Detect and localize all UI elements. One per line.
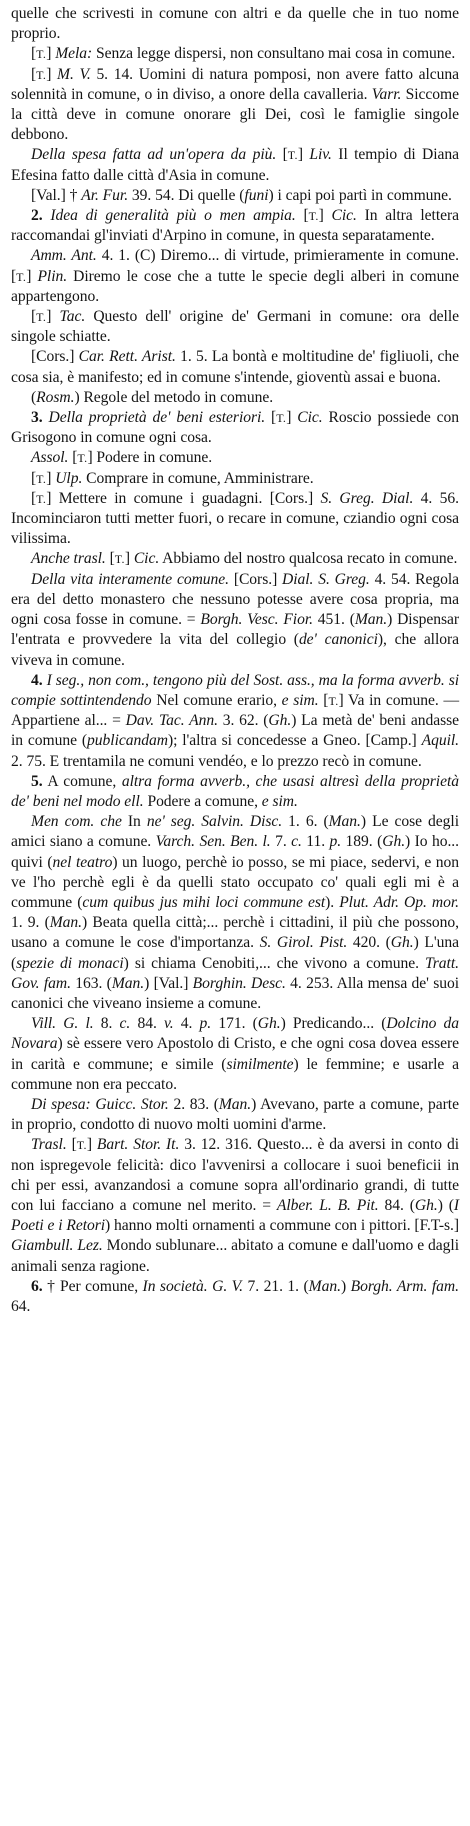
entry-paragraph — [11, 145, 459, 185]
entry-paragraph — [11, 408, 459, 448]
text-run: Questo dell' origine de' Germani in comune: ora delle singole schiatte. — [11, 308, 459, 346]
entry-paragraph — [11, 1095, 459, 1135]
italic-text: Bart. Stor. It. — [96, 1136, 180, 1154]
text-run: Il tempio di Diana Efesina fatto dalle città d'Asia in comune. — [11, 146, 460, 184]
text-run: 8. — [93, 1015, 120, 1033]
text-run: Nel comune erario, — [151, 691, 282, 709]
entry-paragraph — [11, 388, 459, 408]
entry-paragraph — [11, 1135, 459, 1276]
italic-text: c. — [291, 833, 302, 851]
italic-text: nel teatro — [52, 853, 113, 871]
text-run: ) un luogo, perchè io posso, se mi piace, sedervi, e non ve l'ho perchè egli è da quelli stato occupato co' quali egli mi è a commune ( — [11, 853, 459, 911]
text-run: 4. 253. Alla mensa de' suoi canonici che viveano insieme a comune. — [11, 974, 460, 1012]
italic-text: Tratt. Gov. fam. — [11, 954, 459, 992]
text-run: ) Dispensar l'entrata e provvedere la vita del collegio ( — [11, 611, 460, 649]
italic-text: Ulp. — [55, 469, 83, 487]
text-run: Mondo sublunare... abitato a comune e dall'uomo e dagli animali senza ragione. — [11, 1237, 459, 1275]
italic-text: Idea di generalità più o men ampia. — [50, 207, 296, 225]
text-run: 84. — [130, 1015, 164, 1033]
text-run: 163. ( — [70, 974, 112, 992]
italic-text: Di spesa: — [31, 1095, 91, 1113]
text-run: ] Va in comune. — Appartiene al... = — [11, 691, 459, 730]
italic-text: Men com. che — [31, 813, 122, 831]
text-run: ] Podere in comune. — [87, 449, 213, 467]
italic-text: funi — [244, 186, 269, 204]
source-abbrev: T. — [16, 269, 27, 284]
text-run: ( — [31, 388, 37, 406]
text-run: [ — [31, 45, 37, 63]
source-abbrev: T. — [328, 693, 339, 708]
italic-text: Della proprietà de' beni esteriori. — [48, 409, 266, 427]
text-run: ) i capi poi partì in commune. — [268, 186, 452, 204]
text-run: 7. 21. 1. ( — [242, 1277, 309, 1295]
text-run: 171. ( — [211, 1015, 258, 1033]
entry-paragraph — [11, 489, 459, 550]
italic-text: c. — [119, 1015, 131, 1033]
entry-paragraph — [11, 65, 459, 146]
italic-text: Gh. — [414, 1196, 438, 1214]
italic-text: Vill. G. l. — [31, 1015, 94, 1033]
section-number: 2. — [31, 207, 43, 225]
text-run: ) sè essere vero Apostolo di Cristo, e che ogni cosa dovea essere in carità e commune; e simile ( — [11, 1035, 459, 1073]
text-run: [ — [31, 469, 37, 487]
italic-text: Man. — [49, 914, 83, 932]
text-run: A comune, — [42, 772, 122, 790]
entry-paragraph — [11, 469, 459, 489]
text-run: ); l'altra si concedesse a Gneo. [Camp.] — [167, 732, 422, 750]
text-run: 4. — [173, 1015, 200, 1033]
entry-paragraph — [11, 1014, 459, 1095]
italic-text: Trasl. — [31, 1136, 67, 1154]
italic-text: Rosm. — [36, 388, 75, 406]
text-run: 64. — [11, 1298, 31, 1315]
entry-paragraph — [11, 44, 459, 64]
text-run: ] — [297, 146, 310, 164]
italic-text: Dav. Tac. Ann. — [125, 712, 218, 730]
text-run: ] — [26, 267, 38, 285]
text-run: ] — [318, 207, 332, 225]
italic-text: Dial. S. Greg. — [282, 570, 370, 588]
italic-text: Tac. — [59, 308, 86, 326]
text-run: Comprare in comune, Amministrare. — [82, 469, 314, 487]
text-run: 39. 54. Di quelle ( — [128, 186, 245, 204]
text-run: 1. 6. ( — [282, 813, 329, 831]
text-run: ) si chiama Cenobiti,... che vivono a comune. — [123, 954, 426, 972]
text-run: 84. ( — [378, 1196, 415, 1214]
text-run: ) Beata quella città;... perchè i cittadini, il più che possono, usano a comune le cose d'importanza. — [11, 914, 460, 952]
text-run: Diremo le cose che a tutte le specie degli alberi in comune appartengono. — [11, 267, 459, 305]
italic-text: v. — [164, 1015, 174, 1033]
text-run: ) Regole del metodo in comune. — [74, 388, 274, 406]
italic-text: Cic. — [331, 207, 357, 225]
italic-text: ne' seg. Salvin. Disc. — [146, 813, 283, 831]
italic-text: p. — [199, 1015, 212, 1033]
italic-text: Anche trasl. — [31, 550, 106, 568]
text-run: In altra lettera raccomandai gl'inviati d'Arpino in comune, in questa separatamente. — [11, 207, 459, 245]
text-run: Senza legge dispersi, non consultano mai cosa in comune. — [92, 45, 456, 63]
text-run: ] — [86, 1136, 97, 1154]
entry-paragraph — [11, 772, 459, 812]
italic-text: Della vita interamente comune. — [31, 570, 229, 588]
italic-text: Man. — [328, 813, 361, 831]
italic-text: Gh. — [382, 833, 406, 851]
italic-text: altra forma avverb., che usasi altresì della proprietà de' beni nel modo ell. — [11, 772, 459, 810]
entry-paragraph — [11, 671, 459, 772]
text-run: Abbiamo del nostro qualcosa recato in comune. — [159, 550, 458, 568]
text-run: [ — [68, 449, 78, 467]
italic-text: Liv. — [309, 146, 332, 164]
section-number: 5. — [31, 772, 43, 790]
text-run: ] — [46, 469, 56, 487]
text-run: 3. 62. ( — [217, 712, 269, 730]
italic-text: Della spesa fatta ad un'opera da più. — [31, 146, 277, 164]
source-abbrev: T. — [36, 491, 47, 506]
italic-text: Varr. — [371, 85, 402, 103]
text-run: ) le femmine; e usarle a commune non era peccato. — [11, 1055, 459, 1093]
text-run: ) hanno molti ornamenti a commune con i pittori. [F.T-s.] — [105, 1217, 459, 1235]
text-run: 189. ( — [341, 833, 383, 851]
text-run: ) Avevano, parte a comune, parte in proprio, condotto di nuovo molti uomini d'arme. — [11, 1095, 459, 1134]
text-run: [ — [295, 207, 309, 225]
italic-text: Varch. Sen. Ben. l. — [155, 833, 271, 851]
text-run: 4. 54. Regola era del detto monastero che nessuno potesse avere cosa propria, ma ogni cosa fosse in comune. = — [11, 570, 459, 629]
italic-text: I seg., non com., tengono più del Sost. ass., ma la forma avverb. si compie sottintendendo — [11, 671, 459, 709]
text-run: 420. ( — [347, 934, 391, 952]
entry-paragraph — [11, 206, 459, 246]
source-abbrev: T. — [76, 1138, 87, 1153]
italic-text: G. V. — [212, 1277, 243, 1295]
entry-paragraph — [11, 4, 459, 44]
text-run: ] Mettere in comune i guadagni. [Cors.] — [46, 489, 321, 507]
entry-paragraph — [11, 347, 459, 387]
italic-text: In società. — [142, 1277, 208, 1295]
italic-text: Borghin. Desc. — [192, 974, 286, 992]
italic-text: spezie di monaci — [16, 954, 124, 972]
italic-text: Borgh. Vesc. Fior. — [200, 611, 313, 629]
italic-text: de' canonici — [298, 631, 378, 649]
italic-text: Gh. — [390, 934, 414, 952]
text-run: [ — [66, 1136, 77, 1154]
italic-text: Borgh. Arm. fam. — [350, 1277, 459, 1295]
italic-text: Man. — [218, 1095, 252, 1113]
text-run: [Cors.] — [229, 570, 283, 588]
text-run: ] — [46, 65, 58, 83]
text-run: 1. 5. La bontà e moltitudine de' figliuoli, che cosa sia, è manifesto; ed in comune s'intende, gioventù assai e buona. — [11, 348, 459, 386]
italic-text: e sim. — [281, 691, 319, 709]
text-run: Siccome la città deve in comune onorare gli Dei, così le famiglie singole debbono. — [11, 85, 459, 144]
section-number: 4. — [31, 671, 43, 689]
entry-paragraph — [11, 549, 459, 569]
text-run: 3. 12. 316. Questo... è da aversi in conto di non ispregevole felicità: dico l'avvenirsi a collocare i suoi beneficii in chi per essi, avanzandosi a comune sopra all'ordinario grandi, di tutte con lui facciano a comune nel merito. = — [11, 1136, 459, 1214]
source-abbrev: T. — [308, 209, 319, 224]
text-run: [ — [105, 550, 115, 568]
text-run: 7. — [270, 833, 292, 851]
italic-text: Plin. — [37, 267, 68, 285]
text-run: [ — [31, 489, 37, 507]
italic-text: p. — [329, 833, 342, 851]
entry-paragraph — [11, 307, 459, 347]
text-run: ) [Val.] — [144, 974, 193, 992]
italic-text: Man. — [308, 1277, 341, 1295]
italic-text: Gh. — [257, 1015, 281, 1033]
section-number: 6. — [31, 1277, 43, 1295]
text-run: ] — [46, 308, 60, 326]
text-run: [ — [276, 146, 288, 164]
italic-text: Cic. — [297, 409, 323, 427]
italic-text: Dolcino da Novara — [11, 1015, 459, 1053]
italic-text: S. Girol. Pist. — [259, 934, 348, 952]
italic-text: Alber. L. B. Pit. — [276, 1196, 379, 1214]
source-abbrev: T. — [287, 148, 298, 163]
text-run: 4. 1. (C) Diremo... di virtude, primieramente in comune. [ — [11, 247, 459, 285]
text-run: 2. 83. ( — [168, 1095, 219, 1113]
text-run: 2. 75. E trentamila ne comuni vendéo, e lo prezzo recò in comune. — [11, 752, 422, 770]
text-run: [ — [31, 65, 37, 83]
text-run: † Per comune, — [42, 1277, 143, 1295]
text-run: ) L'una ( — [11, 934, 459, 972]
italic-text: Man. — [354, 611, 388, 629]
italic-text: Man. — [111, 974, 145, 992]
italic-text: publicandam — [87, 732, 168, 750]
italic-text: Aquil. — [421, 732, 459, 750]
text-run: 451. ( — [312, 611, 355, 629]
source-abbrev: T. — [77, 451, 88, 466]
text-run: [Cors.] — [31, 348, 79, 366]
text-run: [Val.] † — [31, 186, 82, 204]
text-run: [ — [31, 308, 37, 326]
entry-paragraph — [11, 186, 459, 206]
entry-paragraph — [11, 1277, 459, 1317]
entry-paragraph — [11, 448, 459, 468]
italic-text: S. Greg. Dial. — [320, 489, 414, 507]
text-run: ) Le cose degli amici siano a comune. — [11, 813, 459, 851]
italic-text: Giambull. Lez. — [11, 1237, 103, 1255]
italic-text: M. V. — [57, 65, 91, 83]
entry-paragraph — [11, 812, 459, 1014]
text-run: 5. 14. Uomini di natura pomposi, non avere fatto alcuna solennità in comune, o in diviso, a onore della cavalleria. — [11, 65, 460, 103]
text-run: In — [121, 813, 147, 831]
italic-text: Guicc. Stor. — [95, 1095, 169, 1113]
italic-text: Cic. — [133, 550, 160, 568]
text-run: quelle che scrivesti in comune con altri e da quelle che in tuo nome proprio. — [11, 5, 459, 43]
text-run: ) ( — [437, 1196, 454, 1214]
entry-paragraph — [11, 246, 459, 307]
text-run: [ — [265, 409, 277, 427]
italic-text: similmente — [226, 1055, 294, 1073]
text-run: ) Predicando... ( — [280, 1015, 387, 1033]
italic-text: Car. Rett. Arist. — [78, 348, 176, 366]
italic-text: Amm. Ant. — [31, 247, 97, 265]
italic-text: Mela: — [55, 45, 93, 63]
italic-text: Gh. — [268, 712, 292, 730]
text-run: 4. 56. Incominciaron tutti metter fuori, o recare in comune, cziandio ogni cosa vilissima. — [11, 489, 459, 548]
text-run: 11. — [301, 833, 330, 851]
italic-text: cum quibus jus mihi loci commune est — [82, 893, 326, 911]
source-abbrev: T. — [114, 552, 125, 567]
text-run: ), che allora viveva in comune. — [11, 631, 460, 669]
text-run: Podere a comune, — [143, 792, 262, 810]
text-run: 1. 9. ( — [11, 914, 50, 932]
italic-text: Ar. Fur. — [81, 186, 129, 204]
italic-text: Assol. — [31, 449, 69, 467]
text-run: [ — [318, 691, 329, 709]
italic-text: I Poeti e i Retori — [11, 1196, 459, 1235]
italic-text: e sim. — [261, 792, 298, 810]
source-abbrev: T. — [36, 471, 47, 486]
italic-text: Plut. Adr. Op. mor. — [339, 893, 459, 911]
source-abbrev: T. — [36, 47, 47, 62]
source-abbrev: T. — [36, 310, 47, 325]
text-run: ) La metà de' beni andasse in comune ( — [11, 712, 459, 750]
text-run: ] — [46, 45, 56, 63]
section-number: 3. — [31, 409, 43, 427]
text-run: ) — [340, 1277, 351, 1295]
text-run: ) Io ho... quivi ( — [11, 833, 460, 871]
text-run: Roscio possiede con Grisogono in comune ogni cosa. — [11, 409, 459, 447]
source-abbrev: T. — [36, 67, 47, 82]
entry-paragraph — [11, 570, 459, 671]
source-abbrev: T. — [276, 411, 287, 426]
text-run: ] — [286, 409, 298, 427]
text-run: ] — [124, 550, 134, 568]
text-run: ). — [325, 893, 340, 911]
